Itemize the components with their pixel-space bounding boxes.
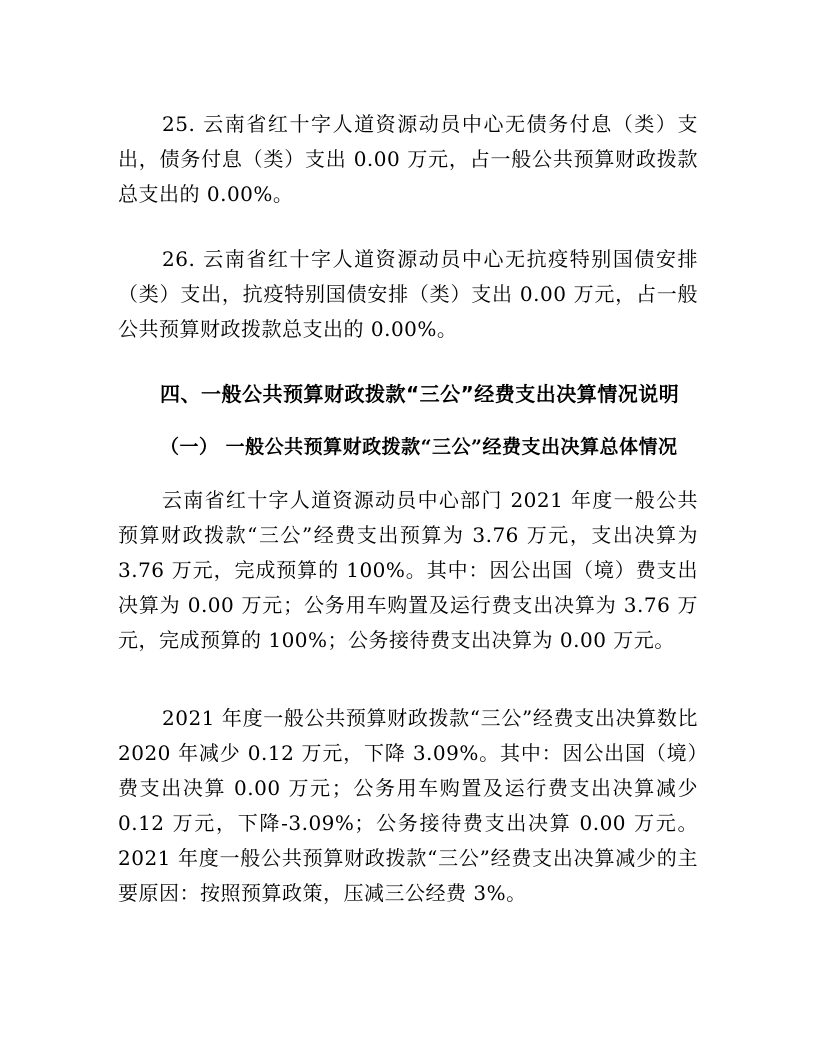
paragraph-year-comparison: 2021 年度一般公共预算财政拨款“三公”经费支出决算数比 2020 年减少 0.12 万元，下降 3.09%。其中：因公出国（境）费支出决算 0.00 万元；公务用车购置及运行费支出决算减少 0.12 万元，下降-3.09%；公务接待费支出决算 0.00 万元。2021 年度一般公共预算财政拨款“三公”经费支出决算减少的主要原因：按照预算政策，压减三公经费 3%。 [118, 706, 698, 905]
paragraph-anti-epidemic-bonds: 26. 云南省红十字人道资源动员中心无抗疫特别国债安排（类）支出，抗疫特别国债安排（类）支出 0.00 万元，占一般公共预算财政拨款总支出的 0.00%。 [118, 247, 698, 341]
section-heading: 四、一般公共预算财政拨款“三公”经费支出决算情况说明 [160, 382, 680, 406]
subsection-heading: （一） 一般公共预算财政拨款“三公”经费支出决算总体情况 [160, 436, 678, 458]
paragraph-debt-interest: 25. 云南省红十字人道资源动员中心无债务付息（类）支出，债务付息（类）支出 0.00 万元，占一般公共预算财政拨款总支出的 0.00%。 [118, 112, 698, 206]
paragraph-overall-situation: 云南省红十字人道资源动员中心部门 2021 年度一般公共预算财政拨款“三公”经费支出预算为 3.76 万元，支出决算为 3.76 万元，完成预算的 100%。其中：因公出国（境）费支出决算为 0.00 万元；公务用车购置及运行费支出决算为 3.76 万元，完成预算的 100%；公务接待费支出决算为 0.00 万元。 [118, 488, 698, 652]
